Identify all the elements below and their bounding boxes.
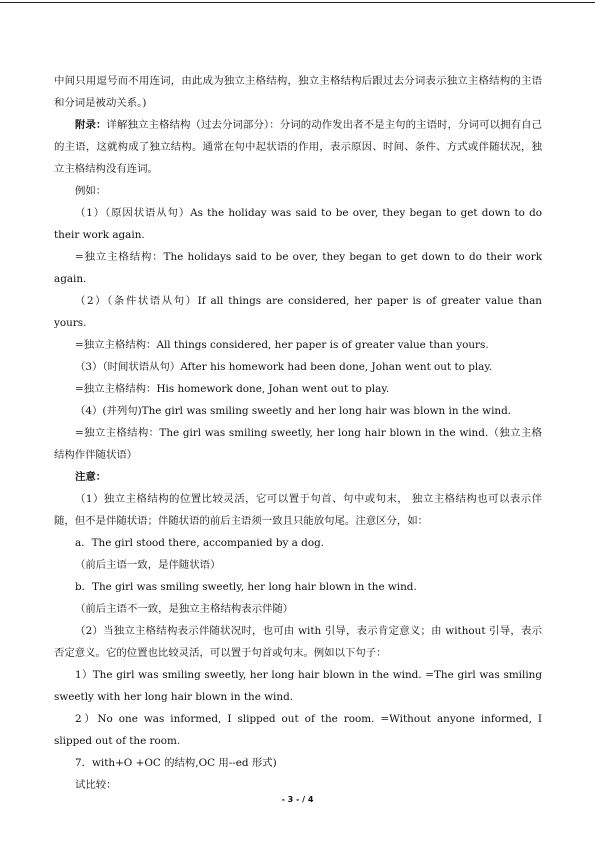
paragraph bbox=[54, 774, 542, 796]
paragraph bbox=[54, 708, 542, 752]
paragraph-text: b．The girl was smiling sweetly, her long hair blown in the wind. bbox=[75, 581, 417, 593]
paragraph-text: =独立主格结构：His homework done, Johan went out to play. bbox=[75, 383, 390, 395]
bold-label: 附录： bbox=[75, 119, 107, 131]
paragraph-text: 中间只用逗号而不用连词，由此成为独立主格结构，独立主格结构后跟过去分词表示独立主格结构的主语和分词是被动关系。) bbox=[54, 75, 542, 109]
header-rule bbox=[0, 2, 595, 3]
paragraph bbox=[54, 334, 542, 356]
paragraph-text: （前后主语一致，是伴随状语） bbox=[75, 559, 221, 571]
paragraph bbox=[54, 70, 542, 114]
paragraph-text: 1）The girl was smiling sweetly, her long hair blown in the wind. =The girl was smiling sweetly with her long hair blown in the wind. bbox=[54, 669, 542, 703]
paragraph bbox=[54, 664, 542, 708]
paragraph bbox=[54, 290, 542, 334]
paragraph bbox=[54, 466, 542, 488]
paragraph-text: 7．with+O +OC 的结构,OC 用--ed 形式) bbox=[75, 757, 277, 769]
paragraph bbox=[54, 488, 542, 532]
paragraph-text: （1）（原因状语从句）As the holiday was said to be over, they began to get down to do their work again. bbox=[54, 207, 542, 241]
paragraph bbox=[54, 246, 542, 290]
document-body bbox=[54, 70, 542, 796]
paragraph bbox=[54, 620, 542, 664]
paragraph bbox=[54, 378, 542, 400]
paragraph-text: 2）No one was informed, I slipped out of the room. =Without anyone informed, I slipped out of the room. bbox=[54, 713, 542, 747]
paragraph-text: （2）当独立主格结构表示伴随状况时，也可由 with 引导，表示肯定意义；由 without 引导，表示否定意义。它的位置也比较灵活，可以置于句首或句末。例如以下句子： bbox=[54, 625, 542, 659]
paragraph bbox=[54, 576, 542, 598]
paragraph-text: 例如： bbox=[75, 185, 107, 197]
paragraph-text: 试比较： bbox=[75, 779, 117, 791]
paragraph-text: 详解独立主格结构（过去分词部分）：分词的动作发出者不是主句的主语时，分词可以拥有自己的主语，这就构成了独立结构。通常在句中起状语的作用，表示原因、时间、条件、方式或伴随状况，独立主格结构没有连词。 bbox=[54, 119, 543, 175]
paragraph-text: =独立主格结构：The girl was smiling sweetly, her long hair blown in the wind.（独立主格结构作伴随状语） bbox=[54, 427, 542, 461]
paragraph-text: （前后主语不一致，是独立主格结构表示伴随） bbox=[75, 603, 294, 615]
paragraph bbox=[54, 114, 542, 180]
paragraph-text: （4）(并列句)The girl was smiling sweetly and her long hair was blown in the wind. bbox=[75, 405, 512, 417]
paragraph bbox=[54, 422, 542, 466]
page-number: - 3 - / 4 bbox=[281, 795, 314, 804]
paragraph bbox=[54, 554, 542, 576]
bold-label: 注意： bbox=[75, 471, 107, 483]
paragraph bbox=[54, 356, 542, 378]
paragraph-text: =独立主格结构：The holidays said to be over, they began to get down to do their work again. bbox=[54, 251, 542, 285]
paragraph bbox=[54, 202, 542, 246]
paragraph bbox=[54, 400, 542, 422]
paragraph bbox=[54, 598, 542, 620]
paragraph-text: a．The girl stood there, accompanied by a dog. bbox=[75, 537, 325, 549]
paragraph bbox=[54, 532, 542, 554]
paragraph-text: （1）独立主格结构的位置比较灵活，它可以置于句首、句中或句末， 独立主格结构也可以表示伴随，但不是伴随状语；伴随状语的前后主语须一致且只能放句尾。注意区分，如： bbox=[54, 493, 542, 527]
paragraph bbox=[54, 180, 542, 202]
paragraph-text: =独立主格结构：All things considered, her paper is of greater value than yours. bbox=[75, 339, 489, 351]
paragraph bbox=[54, 752, 542, 774]
paragraph-text: （3）（时间状语从句）After his homework had been done, Johan went out to play. bbox=[75, 361, 493, 373]
paragraph-text: （2）（条件状语从句）If all things are considered, her paper is of greater value than yours. bbox=[54, 295, 542, 329]
